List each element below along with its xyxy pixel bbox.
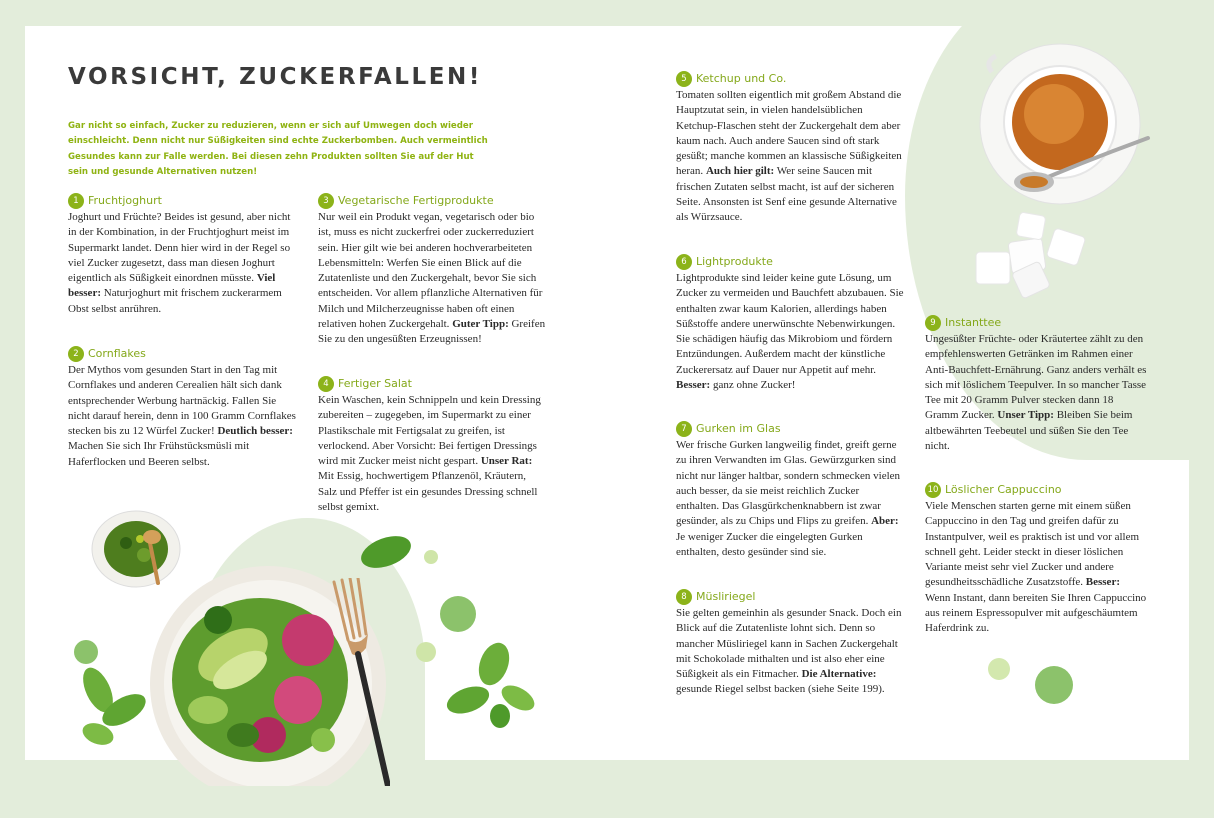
tip-heading — [676, 420, 904, 437]
tip-advice: Wer seine Saucen mit frischen Zutaten selbst macht, ist auf der sicheren Seite. Ansonsten ist Senf eine gesunde Alternative als Würzsauce. — [676, 165, 897, 224]
tip-label: Aber: — [871, 515, 899, 528]
tip-text: Joghurt und Früchte? Beides ist gesund, aber nicht in der Kombination, in der Fruchtjoghurt meist im Supermarkt landet. Denn hier wird in der Regel so viel Zucker zugesetzt, dass man diesen Joghurt eigentlich als Süßigkeit einordnen müsste. — [68, 211, 291, 285]
tip-label: Viel besser: — [68, 272, 276, 300]
deco-dot — [988, 658, 1010, 680]
tip-advice: gesunde Riegel selbst backen (siehe Seite 199). — [676, 683, 885, 696]
tip-label: Auch hier gilt: — [705, 165, 775, 178]
deco-dot — [1035, 666, 1073, 704]
tip-advice: Machen Sie sich Ihr Frühstücksmüsli mit Haferflocken und Beeren selbst. — [68, 440, 250, 468]
tip-heading-label: Lightprodukte — [696, 255, 773, 268]
tip-item-7 — [676, 420, 904, 560]
tip-body — [925, 332, 1147, 454]
tip-label: Guter Tipp: — [452, 318, 509, 331]
tip-heading-label: Löslicher Cappuccino — [945, 483, 1062, 496]
page-title: VORSICHT, ZUCKERFALLEN! — [68, 64, 482, 90]
tip-advice: Mit Essig, hochwertigem Pflanzenöl, Kräutern, Salz und Pfeffer ist ein gesundes Dressing schnell selbst gemixt. — [318, 470, 538, 514]
tip-label: Die Alternative: — [801, 668, 877, 681]
tip-text: Ungesüßter Früchte- oder Kräutertee zählt zu den empfehlenswerten Getränken im Rahmen einer Anti-Bauchfett-Ernährung. Ganz anders verhält es sich mit löslichem Teepulver. In so mancher Tasse Tee mit 20 Gramm Pulver stecken dann 18 Gramm Zucker. — [925, 333, 1147, 422]
tip-body — [676, 438, 904, 560]
number-badge: 9 — [925, 315, 941, 331]
tip-heading — [925, 314, 1147, 331]
tip-text: Kein Waschen, kein Schnippeln und kein Dressing zubereiten – zugegeben, im Supermarkt zu einer Plastikschale mit Fertigsalat zu greifen, ist verlockend. Aber Vorsicht: Bei fertigen Dressings wird mit Zucker meist nicht gespart. — [318, 394, 541, 468]
tip-text: Nur weil ein Produkt vegan, vegetarisch oder bio ist, muss es nicht zuckerfrei oder zuckerreduziert sein. Hier gilt wie bei anderen hochverarbeiteten Lebensmitteln: Werfen Sie einen Blick auf die Zutatenliste und den Zuckergehalt, bevor Sie sich entscheiden. Vor allem pflanzliche Alternativen für Milch und Milcherzeugnisse haben oft einen relativen hohen Zuckergehalt. — [318, 211, 543, 331]
tip-label: Unser Rat: — [480, 455, 533, 468]
tip-body — [676, 606, 904, 698]
tip-item-2 — [68, 345, 296, 470]
tip-item-8 — [676, 588, 904, 698]
tea-cup-image — [962, 42, 1158, 212]
tip-body — [925, 499, 1147, 637]
tip-item-10 — [925, 481, 1147, 637]
tip-body — [318, 393, 546, 515]
tip-heading-label: Fertiger Salat — [338, 377, 412, 390]
tip-heading — [68, 192, 296, 209]
fork-image — [330, 578, 390, 786]
tip-item-5 — [676, 70, 904, 226]
number-badge: 8 — [676, 589, 692, 605]
tip-text: Wer frische Gurken langweilig findet, greift gerne zu ihren Verwandten im Glas. Gewürzgurken sind nicht nur länger haltbar, sondern schmecken vielen auch besser, da sie meist reichlich Zucker enthalten. Das Glasgürkchenknabbern ist zwar gesünder, als zu Chips und Flips zu greifen. — [676, 439, 901, 528]
tip-text: Lightprodukte sind leider keine gute Lösung, um Zucker zu vermeiden und Bauchfett abzubauen. Sie enthalten zwar kaum Kalorien, allerdings haben Süßstoffe andere unerwünschte Nebenwirkungen. Sie schädigen häufig das Mikrobiom und fördern Entzündungen. Außerdem macht der künstliche Zuckerersatz auf Dauer nur Appetit auf mehr. — [676, 272, 904, 376]
tip-heading — [68, 345, 296, 362]
tip-item-6 — [676, 253, 904, 393]
number-badge: 7 — [676, 421, 692, 437]
sugar-cubes-image — [974, 212, 1090, 302]
tip-label: Deutlich besser: — [217, 425, 293, 438]
tip-item-3 — [318, 192, 546, 348]
tip-body — [68, 363, 296, 470]
tip-advice: Je weniger Zucker die eingelegten Gurken enthalten, desto gesünder sind sie. — [676, 530, 863, 559]
tip-heading-label: Fruchtjoghurt — [88, 194, 162, 207]
tip-advice: ganz ohne Zucker! — [712, 379, 796, 392]
tip-heading — [318, 375, 546, 392]
tip-label: Besser: — [676, 379, 711, 392]
tip-heading-label: Müsliriegel — [696, 590, 756, 603]
deco-dot — [440, 596, 476, 632]
deco-dot — [416, 642, 436, 662]
tip-text: Tomaten sollten eigentlich mit großem Abstand die Hauptzutat sein, in vielen handelsüblichen Ketchup-Flaschen steht der Zuckergehalt dem aber kaum nach. Auch andere Saucen sind oft stark gesüßt; manche kommen an klassische Süßigkeiten heran. — [676, 89, 902, 178]
tip-heading-label: Ketchup und Co. — [696, 72, 787, 85]
deco-dot — [424, 550, 438, 564]
tip-advice: Naturjoghurt mit frischem zuckerarmem Obst selbst anrühren. — [68, 287, 282, 315]
tip-heading — [318, 192, 546, 209]
tip-item-1 — [68, 192, 296, 317]
number-badge: 4 — [318, 376, 334, 392]
lambs-lettuce-image — [68, 660, 158, 756]
tip-heading — [676, 588, 904, 605]
tip-body — [676, 88, 904, 226]
number-badge: 2 — [68, 346, 84, 362]
number-badge: 5 — [676, 71, 692, 87]
tip-item-4 — [318, 375, 546, 515]
tip-body — [68, 210, 296, 317]
tip-label: Besser: — [1085, 576, 1120, 589]
tip-heading-label: Cornflakes — [88, 347, 146, 360]
tip-heading — [925, 481, 1147, 498]
number-badge: 3 — [318, 193, 334, 209]
number-badge: 1 — [68, 193, 84, 209]
lambs-lettuce-image — [444, 640, 540, 730]
tip-heading-label: Gurken im Glas — [696, 422, 781, 435]
tip-advice: Greifen Sie zu den ungesüßten Erzeugnissen! — [318, 318, 546, 346]
tip-advice: Bleiben Sie beim altbewährten Teebeutel und süßen Sie den Tee nicht. — [925, 409, 1133, 453]
tip-label: Unser Tipp: — [997, 409, 1054, 422]
tip-text: Viele Menschen starten gerne mit einem süßen Cappuccino in den Tag und greifen dafür zu Instantpulver, weil es praktisch ist und vor allem schnell geht. Leider steckt in dieser löslichen Variante meist sehr viel Zucker und andere gesundheitsschädliche Zusatzstoffe. — [925, 500, 1140, 589]
tip-advice: Wenn Instant, dann bereiten Sie Ihren Cappuccino aus reinem Espressopulver mit aufgeschäumtem Haferdrink zu. — [925, 591, 1147, 635]
number-badge: 6 — [676, 254, 692, 270]
tip-body — [318, 210, 546, 348]
tip-heading — [676, 253, 904, 270]
tip-heading — [676, 70, 904, 87]
tip-text: Der Mythos vom gesunden Start in den Tag mit Cornflakes und anderen Cerealien hält sich dank entsprechender Werbung hartnäckig. Fallen Sie nicht darauf herein, denn in 100 Gramm Cornflakes stecken bis zu 12 Würfel Zucker! — [68, 364, 296, 438]
tip-heading-label: Vegetarische Fertigprodukte — [338, 194, 494, 207]
tip-item-9 — [925, 314, 1147, 454]
tip-body — [676, 271, 904, 393]
number-badge: 10 — [925, 482, 941, 498]
intro-text: Gar nicht so einfach, Zucker zu reduzieren, wenn er sich auf Umwegen doch wieder einschleicht. Denn nicht nur Süßigkeiten sind echte Zuckerbomben. Auch vermeintlich Gesundes kann zur Falle werden. Bei diesen zehn Produkten sollten Sie auf der Hut sein und gesunde Alternativen nutzen! — [68, 121, 488, 178]
tip-text: Sie gelten gemeinhin als gesunder Snack. Doch ein Blick auf die Zutatenliste lohnt sich. Denn so mancher Müsliriegel kann in Sachen Zuckergehalt mit Schokolade mithalten und ist also eher eine Süßigkeit als ein Fitmacher. — [676, 607, 902, 681]
tip-heading-label: Instanttee — [945, 316, 1002, 329]
lambs-lettuce-image — [356, 532, 416, 572]
